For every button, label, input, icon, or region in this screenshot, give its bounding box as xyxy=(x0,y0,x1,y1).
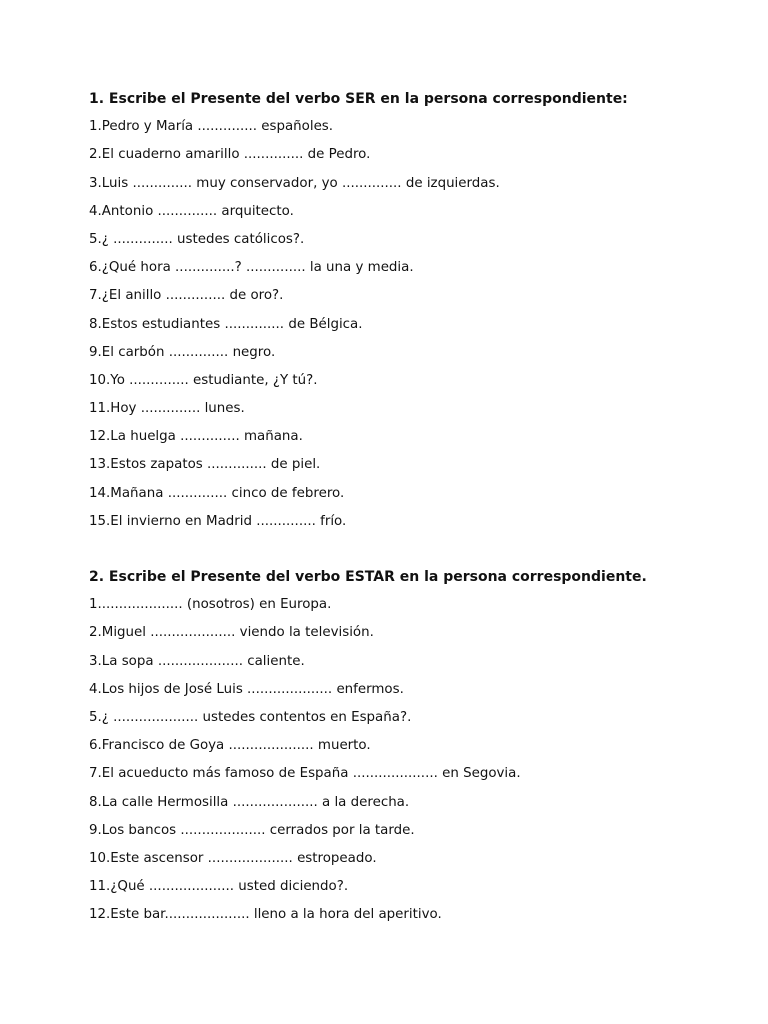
exercise-item: 7.El acueducto más famoso de España .................... en Segovia. xyxy=(89,766,521,782)
exercise-item: 12.La huelga .............. mañana. xyxy=(89,429,303,445)
exercise-item: 12.Este bar.................... lleno a la hora del aperitivo. xyxy=(89,907,442,923)
exercise-list xyxy=(89,595,729,925)
exercise-item: 2.El cuaderno amarillo .............. de Pedro. xyxy=(89,147,371,163)
exercise-item: 13.Estos zapatos .............. de piel. xyxy=(89,457,321,473)
exercise-item: 1.Pedro y María .............. españoles. xyxy=(89,119,334,135)
exercise-item: 4.Los hijos de José Luis .................... enfermos. xyxy=(89,681,404,697)
section-heading: 2. Escribe el Presente del verbo ESTAR en la persona correspondiente. xyxy=(89,569,647,585)
exercise-item: 10.Yo .............. estudiante, ¿Y tú?. xyxy=(89,372,318,388)
exercise-item: 5.¿ .............. ustedes católicos?. xyxy=(89,231,305,247)
exercise-item: 1.................... (nosotros) en Europa. xyxy=(89,597,332,613)
exercise-item: 15.El invierno en Madrid .............. frío. xyxy=(89,513,347,529)
exercise-item: 4.Antonio .............. arquitecto. xyxy=(89,203,294,219)
exercise-item: 2.Miguel .................... viendo la televisión. xyxy=(89,625,374,641)
exercise-item: 8.La calle Hermosilla .................... a la derecha. xyxy=(89,794,410,810)
exercise-item: 3.La sopa .................... caliente. xyxy=(89,653,305,669)
exercise-item: 6.Francisco de Goya .................... muerto. xyxy=(89,738,371,754)
section-heading: 1. Escribe el Presente del verbo SER en la persona correspondiente: xyxy=(89,91,628,107)
exercise-item: 9.El carbón .............. negro. xyxy=(89,344,276,360)
exercise-item: 5.¿ .................... ustedes contentos en España?. xyxy=(89,709,412,725)
exercise-list xyxy=(89,117,729,532)
exercise-item: 14.Mañana .............. cinco de febrero. xyxy=(89,485,345,501)
exercise-item: 11.Hoy .............. lunes. xyxy=(89,401,245,417)
exercise-section-estar xyxy=(89,567,729,933)
exercise-item: 10.Este ascensor .................... estropeado. xyxy=(89,850,377,866)
exercise-item: 8.Estos estudiantes .............. de Bélgica. xyxy=(89,316,363,332)
exercise-item: 11.¿Qué .................... usted diciendo?. xyxy=(89,879,349,895)
exercise-item: 7.¿El anillo .............. de oro?. xyxy=(89,288,284,304)
exercise-section-ser xyxy=(89,89,729,540)
exercise-item: 9.Los bancos .................... cerrados por la tarde. xyxy=(89,822,415,838)
exercise-item: 6.¿Qué hora ..............? .............. la una y media. xyxy=(89,260,414,276)
exercise-item: 3.Luis .............. muy conservador, yo .............. de izquierdas. xyxy=(89,175,500,191)
